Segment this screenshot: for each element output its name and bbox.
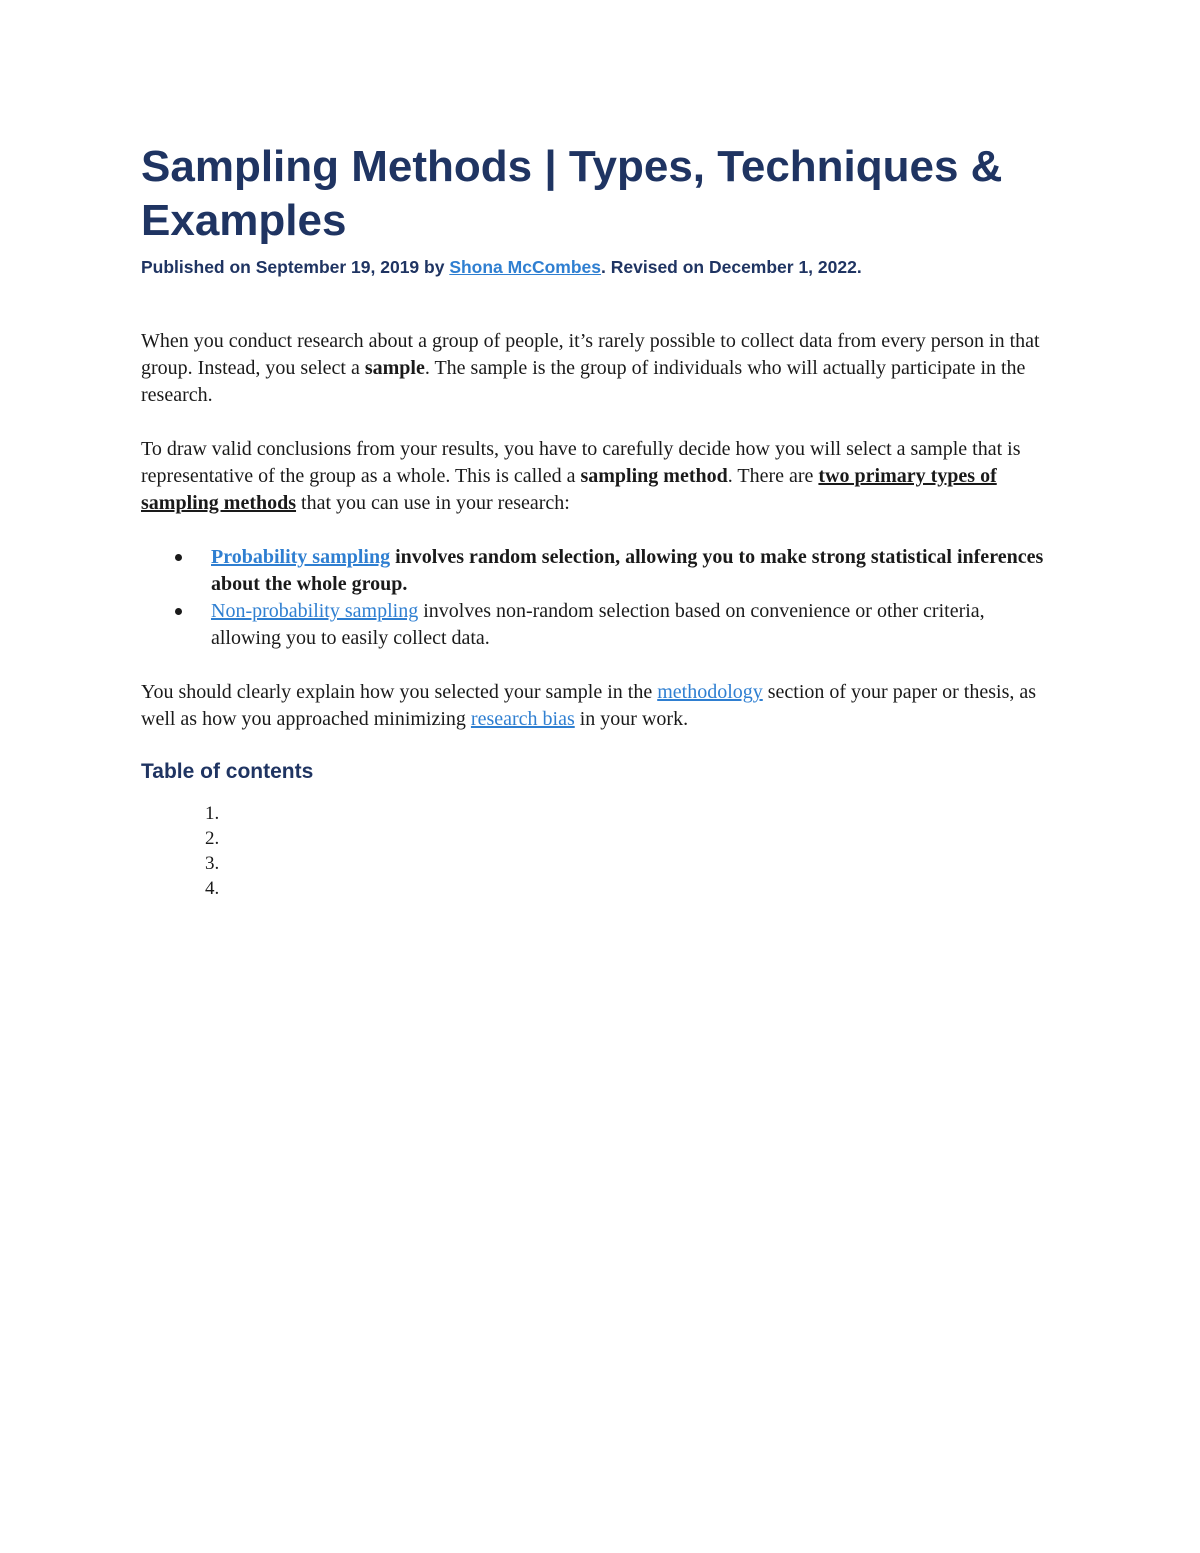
article-body bbox=[141, 328, 1056, 733]
table-of-contents bbox=[141, 801, 1056, 901]
sampling-types-list bbox=[141, 544, 1056, 652]
toc-heading: Table of contents bbox=[141, 760, 314, 783]
sampling-method-paragraph: To draw valid conclusions from your results, you have to carefully decide how you will select a sample that is representative of the group as a whole. This is called a sampling method. There are two primary types of sampling methods that you can use in your research: bbox=[141, 438, 1021, 514]
probability-sampling-link[interactable]: Probability sampling bbox=[211, 546, 391, 568]
intro-paragraph: When you conduct research about a group of people, it’s rarely possible to collect data from every person in that group. Instead, you select a sample. The sample is the group of individuals who will actually participate in the research. bbox=[141, 330, 1040, 406]
methodology-link[interactable]: methodology bbox=[657, 681, 763, 703]
page-title: Sampling Methods | Types, Techniques & Examples bbox=[141, 142, 1003, 245]
research-bias-link[interactable]: research bias bbox=[470, 708, 575, 730]
bullet-icon bbox=[175, 554, 182, 561]
non-probability-sampling-link[interactable]: Non-probability sampling bbox=[211, 600, 419, 622]
toc-item: 1. bbox=[205, 803, 220, 824]
term-sample: sample bbox=[364, 357, 425, 379]
document-page bbox=[141, 140, 1056, 901]
byline bbox=[141, 256, 1056, 278]
list-item: Non-probability sampling involves non-random selection based on convenience or other criteria, allowing you to easily collect data. bbox=[211, 598, 1056, 652]
author-link[interactable]: Shona McCombes bbox=[449, 257, 602, 277]
list-item: Probability sampling involves random selection, allowing you to make strong statistical inferences about the whole group. bbox=[211, 544, 1056, 598]
published-date: Published on September 19, 2019 by bbox=[141, 257, 450, 277]
toc-item: 2. bbox=[205, 828, 220, 849]
bullet-icon bbox=[175, 608, 182, 615]
term-two-primary-types: two primary types of sampling methods bbox=[141, 465, 997, 514]
toc-item: 4. bbox=[205, 878, 220, 899]
term-sampling-method: sampling method bbox=[580, 465, 728, 487]
closing-paragraph: You should clearly explain how you selected your sample in the methodology section of your paper or thesis, as well as how you approached minimizing research bias in your work. bbox=[141, 681, 1037, 730]
toc-item: 3. bbox=[205, 853, 220, 874]
revised-date: . Revised on December 1, 2022. bbox=[601, 257, 862, 277]
